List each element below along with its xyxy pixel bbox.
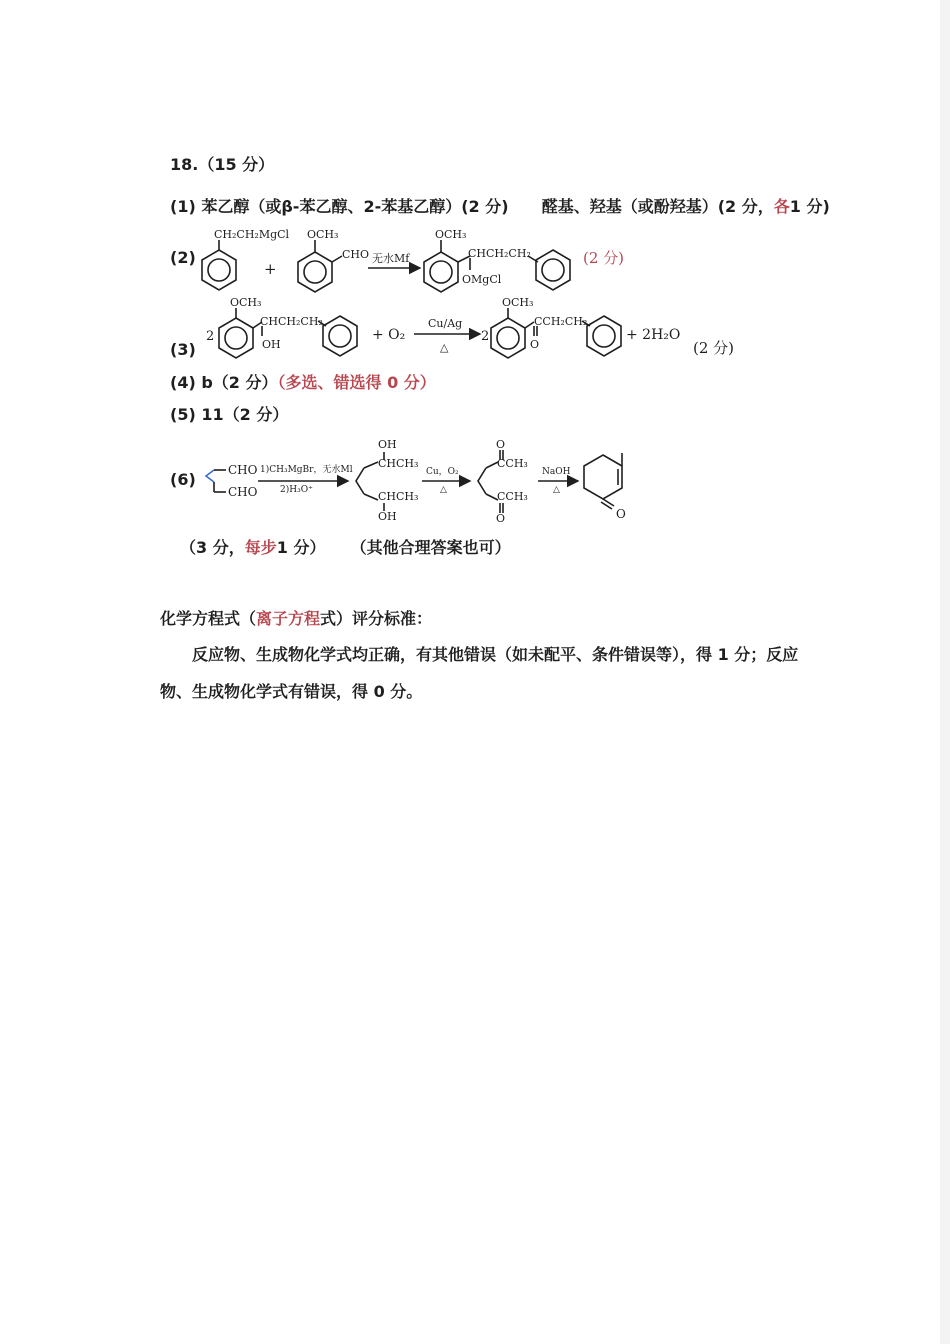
criteria-body-2: 物、生成物化学式有错误，得 0 分。 xyxy=(160,682,423,701)
aromatic-circle xyxy=(208,259,230,281)
carbonyl-o-label: O xyxy=(496,512,506,525)
step1-condition: 1)CH₃MgBr，无水Ml xyxy=(260,465,353,475)
step2-condition: Cu，O₂ xyxy=(426,467,459,477)
plus-sign: + xyxy=(264,260,277,278)
part1-answer-b-end: 1 分) xyxy=(789,197,830,216)
oxygen-reactant: + O₂ xyxy=(372,327,406,343)
criteria-title-red: 离子方程 xyxy=(256,609,321,628)
part3-label: (3) xyxy=(170,340,196,359)
heat-symbol: △ xyxy=(440,341,449,354)
question-number: 18.（15 分） xyxy=(170,155,275,174)
benzene-ring xyxy=(424,252,458,292)
step3-condition: NaOH xyxy=(542,467,571,477)
heat-symbol: △ xyxy=(553,485,560,495)
benzene-ring xyxy=(323,316,357,356)
part4-answer: b（2 分） xyxy=(201,373,278,392)
chch3-label: CHCH₃ xyxy=(378,490,419,503)
grignard-reagent-label: CH₂CH₂MgCl xyxy=(214,228,290,241)
benzene-ring xyxy=(536,250,570,290)
product-coefficient: 2 xyxy=(481,329,490,344)
carbonyl-o-label: O xyxy=(530,338,540,351)
part6-score-c: 1 分） xyxy=(276,538,326,557)
part5-line xyxy=(170,402,288,425)
chain-label: CHCH₂CH₂ xyxy=(260,315,323,328)
benzene-ring xyxy=(491,318,525,358)
part4-label: (4) xyxy=(170,373,196,392)
criteria-body-1: 反应物、生成物化学式均正确，有其他错误（如未配平、条件错误等），得 1 分；反应 xyxy=(192,645,799,664)
part4-note: （多选、错选得 0 分） xyxy=(277,373,436,392)
ring-ketone-o: O xyxy=(616,507,626,521)
benzene-ring xyxy=(298,252,332,292)
carbonyl-o-label: O xyxy=(496,438,506,451)
cho-label: CHO xyxy=(228,463,258,477)
part6-note: （其他合理答案也可） xyxy=(350,538,511,557)
part6-label: (6) xyxy=(170,470,196,489)
product-methoxy-label: OCH₃ xyxy=(435,228,467,241)
part1-answer-b: 醛基、羟基（或酚羟基）(2 分， xyxy=(541,197,774,216)
criteria-title-a: 化学方程式（ xyxy=(160,609,257,628)
condition-label: 无水Mf xyxy=(372,252,410,265)
part6-score-line xyxy=(180,535,511,558)
step1-condition-b: 2)H₃O⁺ xyxy=(280,485,313,495)
cyclohexenone-ring xyxy=(584,455,622,499)
methoxy-label: OCH₃ xyxy=(230,296,262,309)
product-chain-label: CCH₂CH₂ xyxy=(534,315,588,328)
hydroxyl-label: OH xyxy=(262,338,281,351)
part6-score-a: （3 分， xyxy=(180,538,245,557)
heat-symbol: △ xyxy=(440,485,447,495)
benzene-ring xyxy=(587,316,621,356)
criteria-title xyxy=(160,606,432,629)
part1-answer-b-red: 各 xyxy=(773,197,790,216)
aldehyde-label: CHO xyxy=(342,248,370,261)
part3-score: (2 分) xyxy=(693,339,735,357)
criteria-title-b: 式）评分标准： xyxy=(320,609,433,628)
cch3-label: CCH₃ xyxy=(497,490,528,503)
part5-answer: 11（2 分） xyxy=(201,405,289,424)
methoxy-label: OCH₃ xyxy=(307,228,339,241)
part1-answer-a: 苯乙醇（或β-苯乙醇、2-苯基乙醇）(2 分) xyxy=(201,197,509,216)
chch3-label: CHCH₃ xyxy=(378,457,419,470)
chemistry-structures xyxy=(0,0,950,560)
part4-line xyxy=(170,370,436,393)
product-chain-label: CHCH₂CH₂ xyxy=(468,247,531,260)
cch3-label: CCH₃ xyxy=(497,457,528,470)
catalyst-label: Cu/Ag xyxy=(428,317,463,330)
part1-label: (1) xyxy=(170,197,196,216)
hydroxyl-label: OH xyxy=(378,510,397,523)
part6-score-b: 每步 xyxy=(244,538,277,557)
hydroxyl-label: OH xyxy=(378,438,397,451)
product-omgcl-label: OMgCl xyxy=(462,273,502,286)
part5-label: (5) xyxy=(170,405,196,424)
benzene-ring xyxy=(219,318,253,358)
part2-score: (2 分) xyxy=(583,249,625,267)
product-methoxy-label: OCH₃ xyxy=(502,296,534,309)
water-product: + 2H₂O xyxy=(626,327,681,343)
coefficient: 2 xyxy=(206,329,215,344)
benzene-ring xyxy=(202,250,236,290)
cho-label: CHO xyxy=(228,485,258,499)
part2-label: (2) xyxy=(170,248,196,267)
